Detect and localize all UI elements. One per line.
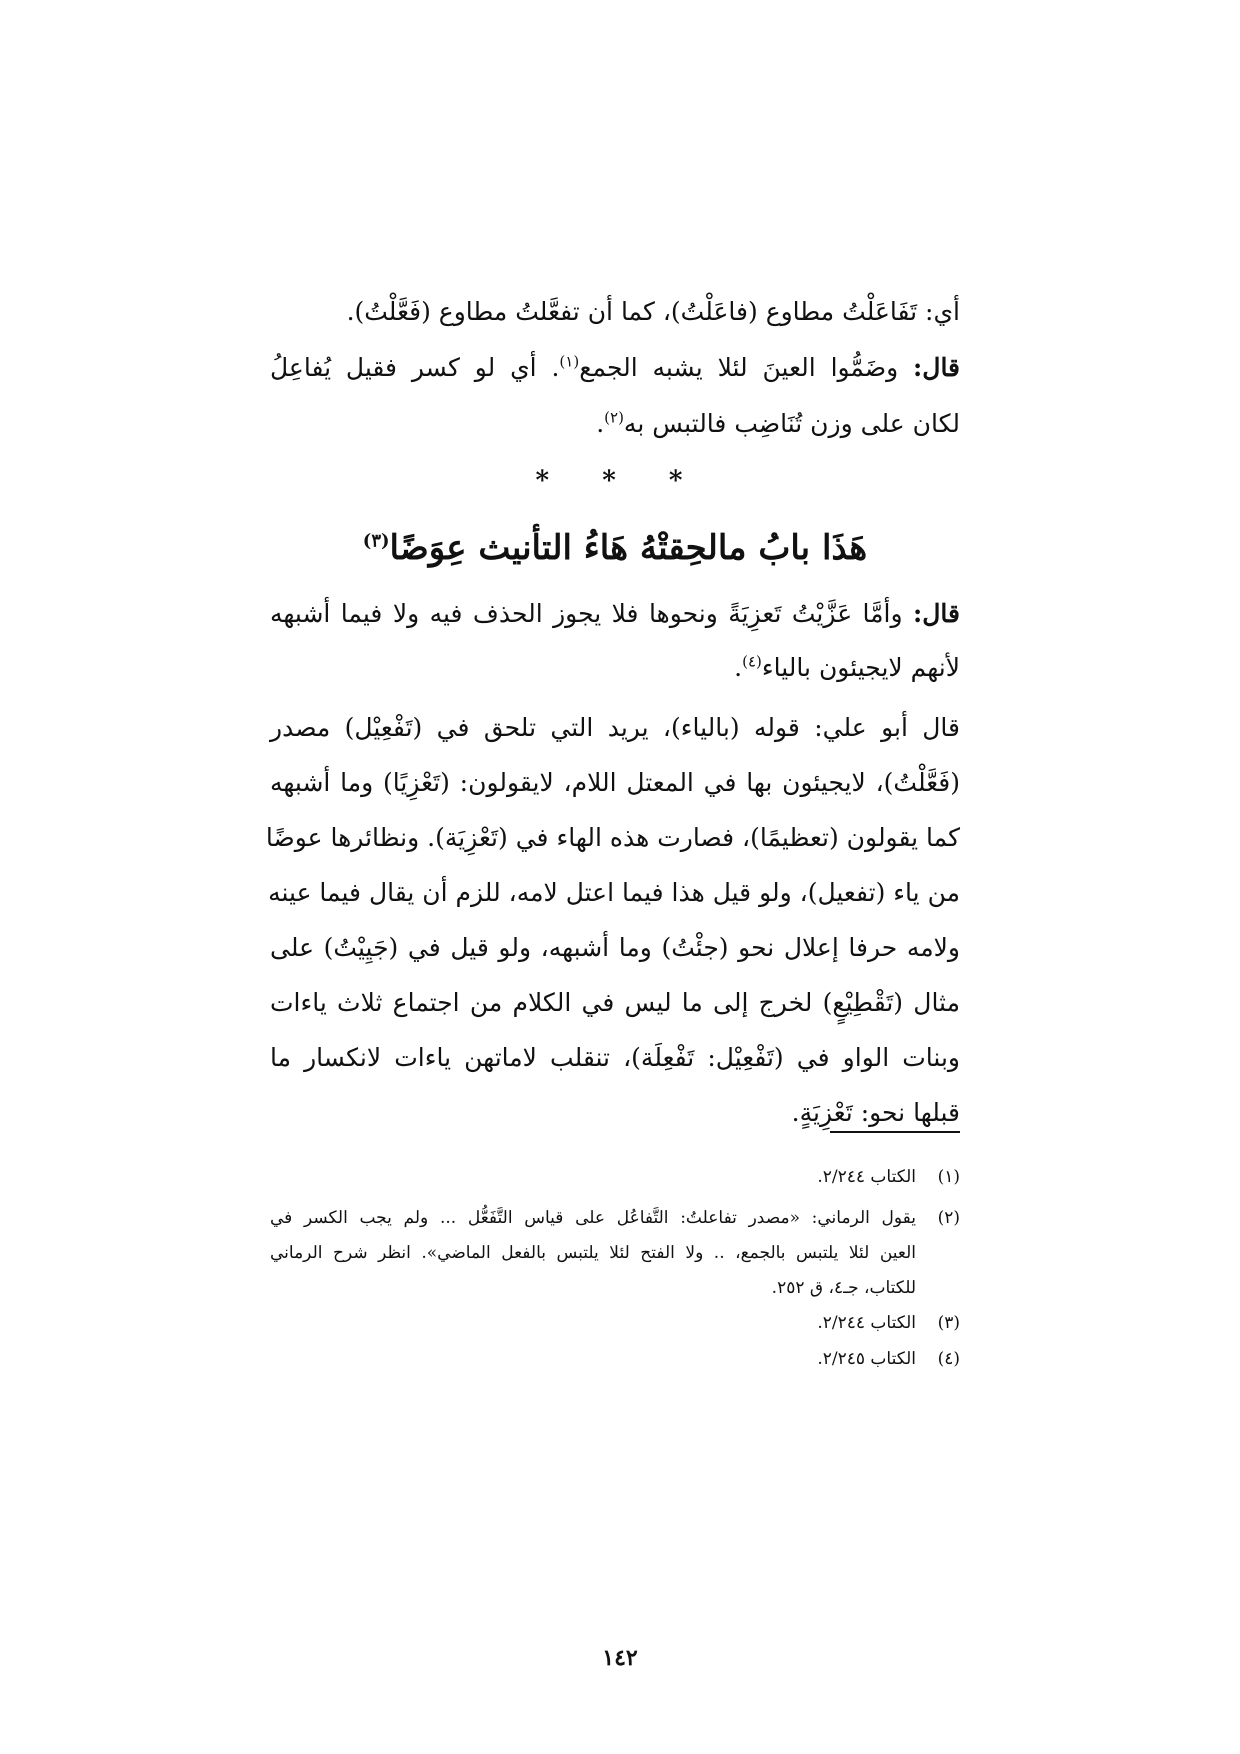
footnote-number: (٣) bbox=[937, 1313, 960, 1333]
chapter-heading bbox=[270, 518, 960, 578]
footnote bbox=[270, 1201, 960, 1236]
footnote-divider bbox=[830, 1131, 960, 1133]
footnote-ref: (١) bbox=[559, 352, 580, 371]
qala-label: قال: bbox=[913, 599, 960, 628]
footnote-text: للكتاب، جـ٤، ق ٢٥٢. bbox=[771, 1278, 916, 1298]
footnote-text: الكتاب ٢/٢٤٤. bbox=[817, 1167, 916, 1187]
body-line: قبلها نحو: تَعْزِيَةٍ. bbox=[791, 1098, 960, 1127]
section-separator: * * * bbox=[535, 466, 705, 496]
footnote-continuation bbox=[270, 1236, 960, 1271]
intro-paragraph-line bbox=[270, 342, 960, 394]
body-line: ولامه حرفا إعلال نحو (جئْتُ) وما أشبهه، ولو قيل في (جَيِيْتُ) على bbox=[270, 933, 960, 962]
intro-line: أي: تَفَاعَلْتُ مطاوع (فاعَلْتُ)، كما أن تفعَّلتُ مطاوع (فَعَّلْتُ). bbox=[346, 297, 960, 326]
intro-text: . أي لو كسر فقيل يُفاعِلُ bbox=[270, 353, 560, 382]
footnote-number: (١) bbox=[937, 1167, 960, 1187]
footnote-text: الكتاب ٢/٢٤٤. bbox=[817, 1313, 916, 1333]
body-line: قال أبو علي: قوله (بالياء)، يريد التي تلحق في (تَفْعِيْل) مصدر bbox=[270, 713, 960, 742]
body-line: وبنات الواو في (تَفْعِيْل: تَفْعِلَة)، تنقلب لاماتهن ياءات لانكسار ما bbox=[270, 1043, 960, 1072]
intro-text: وضَمُّوا العينَ لئلا يشبه الجمع bbox=[579, 353, 914, 382]
section-text: لأنهم لايجيئون بالياء bbox=[761, 653, 960, 682]
body-line: كما يقولون (تعظيمًا)، فصارت هذه الهاء في (تَعْزِيَة). ونظائرها عوضًا bbox=[265, 823, 960, 852]
footnote bbox=[270, 1160, 960, 1195]
footnote-number: (٤) bbox=[937, 1349, 960, 1369]
footnote-text: يقول الرماني: «مصدر تفاعلتُ: التَّفاعُل على قياس التَّفَعُّل ... ولم يجب الكسر في bbox=[270, 1208, 916, 1228]
intro-text: . bbox=[596, 409, 605, 438]
intro-text: لكان على وزن تُنَاضِب فالتبس به bbox=[623, 409, 960, 438]
section-text: وأمَّا عَزَّيْتُ تَعزِيَةً ونحوها فلا يجوز الحذف فيه ولا فيما أشبهه bbox=[270, 599, 914, 628]
intro-paragraph-line bbox=[270, 398, 960, 450]
footnote-text: العين لئلا يلتبس بالجمع، .. ولا الفتح لئلا يلتبس بالفعل الماضي». انظر شرح الرماني bbox=[270, 1243, 916, 1263]
section-line bbox=[270, 642, 960, 694]
heading-text: هَذَا بابُ مالحِقتْهُ هَاءُ التأنيث عِوَضًا bbox=[389, 528, 868, 568]
footnote-ref: (٢) bbox=[604, 408, 624, 427]
footnote bbox=[270, 1306, 960, 1341]
footnote-continuation bbox=[270, 1271, 960, 1306]
footnote-number: (٢) bbox=[937, 1208, 960, 1228]
footnote-text: الكتاب ٢/٢٤٥. bbox=[817, 1349, 916, 1369]
body-line: مثال (تَقْطِيْعٍ) لخرج إلى ما ليس في الكلام من اجتماع ثلاث ياءات bbox=[270, 988, 960, 1017]
section-text: . bbox=[734, 653, 743, 682]
qala-label: قال: bbox=[913, 353, 961, 382]
footnote bbox=[270, 1342, 960, 1377]
page-number: ١٤٢ bbox=[602, 1645, 638, 1671]
footnote-ref: (٤) bbox=[742, 652, 762, 671]
footnote-ref: (٣) bbox=[362, 530, 390, 552]
body-line: (فَعَّلْتُ)، لايجيئون بها في المعتل اللام، لايقولون: (تَعْزِيًا) وما أشبهه bbox=[270, 768, 960, 797]
body-line: من ياء (تفعيل)، ولو قيل هذا فيما اعتل لامه، للزم أن يقال فيما عينه bbox=[268, 878, 960, 907]
section-line bbox=[270, 588, 960, 640]
